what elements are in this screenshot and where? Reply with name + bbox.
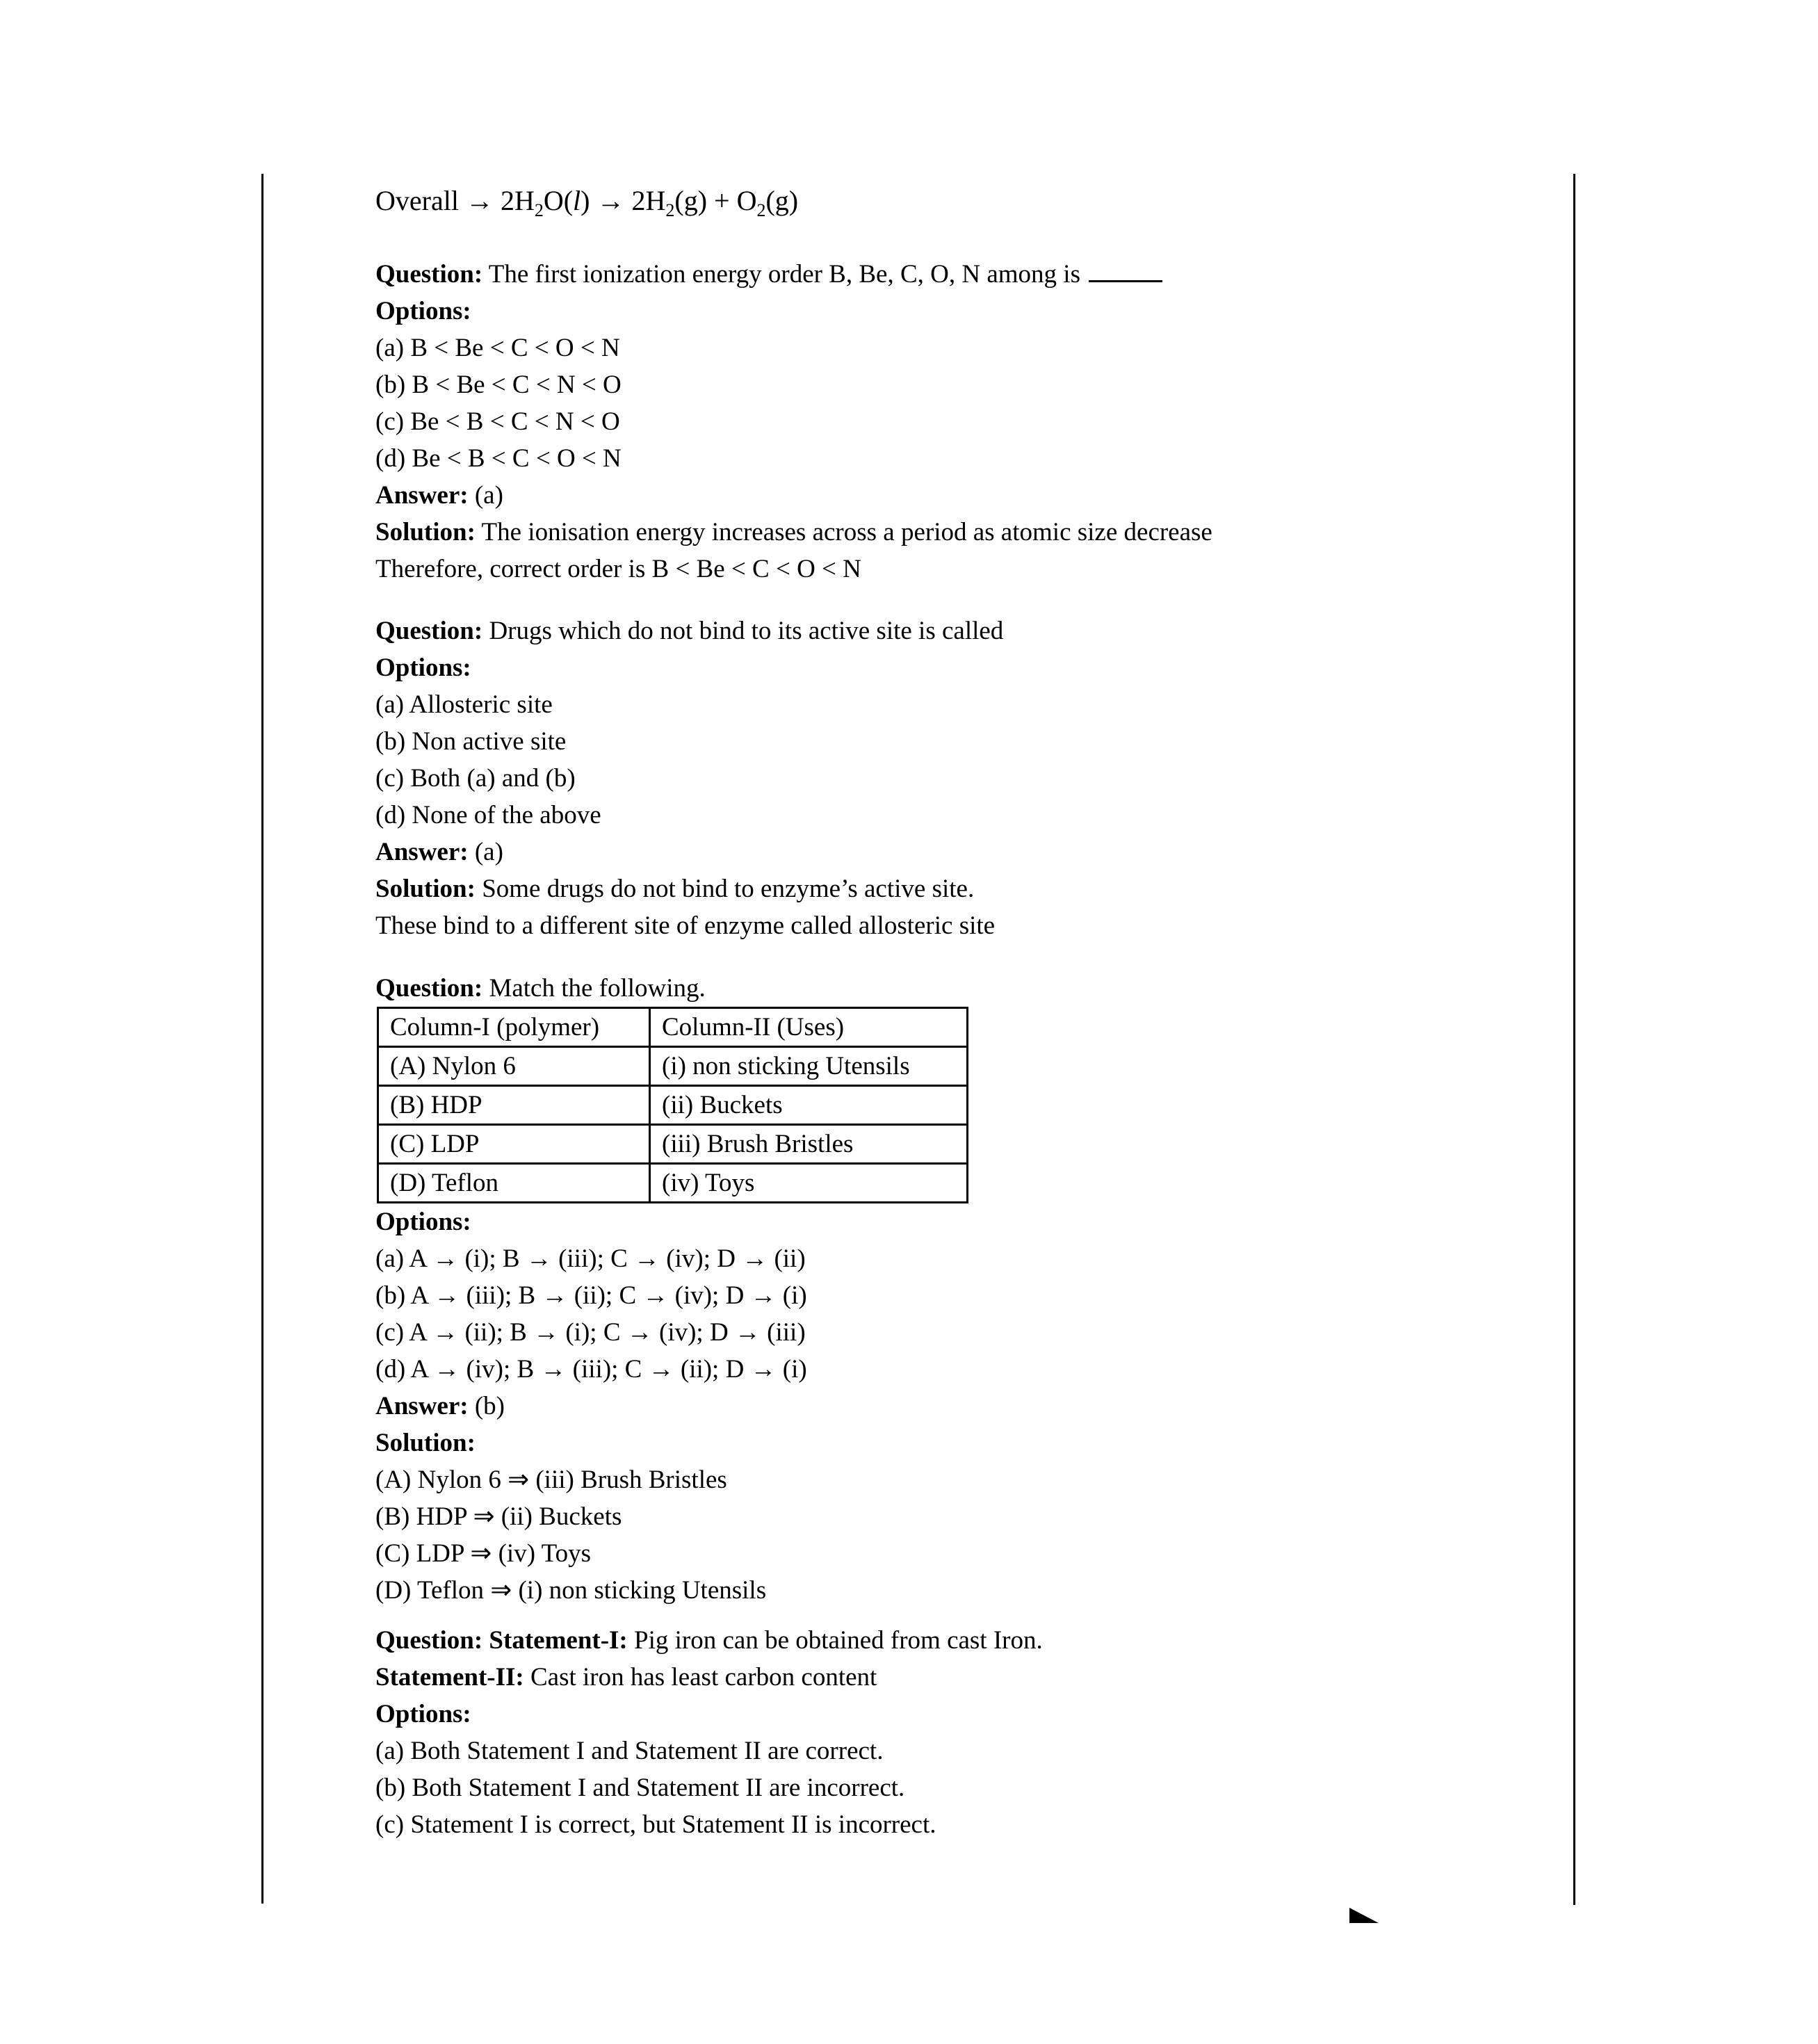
solution-line	[375, 514, 1212, 551]
table-cell: (iv) Toys	[650, 1164, 968, 1203]
option-c: (c) Statement I is correct, but Statement II is incorrect.	[375, 1810, 936, 1839]
solution-match-b: (B) HDP ⇒ (ii) Buckets	[375, 1502, 622, 1531]
question-block-3	[375, 970, 968, 1609]
answer-line	[375, 1388, 968, 1425]
option-c: (c) A → (ii); B → (i); C → (iv); D → (iii)	[375, 1318, 806, 1347]
right-margin-rule	[1573, 174, 1575, 1905]
answer-label: Answer:	[375, 481, 469, 510]
statement2-label: Statement-II:	[375, 1663, 524, 1692]
question-label: Question:	[375, 260, 483, 289]
solution-label: Solution:	[375, 518, 476, 546]
question-line	[375, 256, 1212, 293]
question-block-2	[375, 613, 1003, 944]
options-label: Options:	[375, 1208, 471, 1236]
table-cell: (D) Teflon	[378, 1164, 650, 1203]
option-d: (d) A → (iv); B → (iii); C → (ii); D → (i)	[375, 1355, 807, 1384]
option-c: (c) Both (a) and (b)	[375, 764, 576, 793]
table-header-row	[378, 1008, 968, 1047]
options-label: Options:	[375, 297, 471, 325]
table-row	[378, 1047, 968, 1086]
solution-line-2: Therefore, correct order is B < Be < C < O < N	[375, 555, 861, 583]
table-cell: (i) non sticking Utensils	[650, 1047, 968, 1086]
option-a: (a) Both Statement I and Statement II are correct.	[375, 1737, 884, 1765]
option-a: (a) Allosteric site	[375, 690, 553, 719]
solution-match-d: (D) Teflon ⇒ (i) non sticking Utensils	[375, 1576, 767, 1605]
options-label: Options:	[375, 654, 471, 682]
subscript: 2	[665, 200, 675, 220]
question-block-4	[375, 1622, 1043, 1843]
option-a: (a) B < Be < C < O < N	[375, 334, 620, 362]
statement1-text: Pig iron can be obtained from cast Iron.	[634, 1626, 1043, 1655]
table-row	[378, 1086, 968, 1125]
table-cell: (A) Nylon 6	[378, 1047, 650, 1086]
table-cell: (C) LDP	[378, 1125, 650, 1164]
question-text: The first ionization energy order B, Be, C, O, N among is	[488, 260, 1080, 289]
statement2-line	[375, 1659, 1043, 1696]
answer-label: Answer:	[375, 1392, 469, 1420]
solution-text: Some drugs do not bind to enzyme’s active site.	[482, 875, 975, 903]
italic-l: l	[573, 185, 581, 216]
answer-line	[375, 834, 1003, 870]
option-b: (b) A → (iii); B → (ii); C → (iv); D → (i)	[375, 1281, 807, 1310]
subscript: 2	[756, 200, 766, 220]
question-label: Question:	[375, 617, 483, 645]
answer-value: (b)	[474, 1392, 505, 1420]
answer-value: (a)	[474, 481, 503, 510]
solution-text: The ionisation energy increases across a period as atomic size decrease	[481, 518, 1212, 546]
option-b: (b) Non active site	[375, 727, 567, 756]
subscript: 2	[534, 200, 544, 220]
solution-line	[375, 870, 1003, 907]
table-cell: (ii) Buckets	[650, 1086, 968, 1125]
table-cell: (B) HDP	[378, 1086, 650, 1125]
mouse-cursor-artifact	[1349, 1908, 1379, 1923]
question-text: Match the following.	[489, 974, 706, 1003]
question-line	[375, 613, 1003, 649]
table-header-column-1: Column-I (polymer)	[378, 1008, 650, 1047]
chemical-equation: Overall → $2H_2O(l) \to 2H_2(g) + O_2(g)$	[375, 185, 799, 220]
table-cell: (iii) Brush Bristles	[650, 1125, 968, 1164]
option-d: (d) None of the above	[375, 801, 601, 829]
question-label: Question:	[375, 974, 483, 1003]
solution-line-2: These bind to a different site of enzyme called allosteric site	[375, 911, 996, 940]
question-block-1	[375, 256, 1212, 587]
equation-text: Overall → 2H	[375, 185, 535, 216]
match-table	[377, 1007, 968, 1203]
option-b: (b) B < Be < C < N < O	[375, 371, 622, 399]
table-header-column-2: Column-II (Uses)	[650, 1008, 968, 1047]
solution-match-a: (A) Nylon 6 ⇒ (iii) Brush Bristles	[375, 1466, 727, 1494]
option-c: (c) Be < B < C < N < O	[375, 407, 620, 436]
answer-value: (a)	[474, 838, 503, 866]
answer-blank-line	[1089, 277, 1162, 282]
solution-label: Solution:	[375, 875, 476, 903]
question-text: Drugs which do not bind to its active site is called	[489, 617, 1004, 645]
table-row	[378, 1125, 968, 1164]
option-b: (b) Both Statement I and Statement II are incorrect.	[375, 1774, 905, 1802]
question-statement1-label: Question: Statement-I:	[375, 1626, 628, 1655]
left-margin-rule	[261, 174, 263, 1904]
question-line	[375, 1622, 1043, 1659]
answer-line	[375, 477, 1212, 514]
solution-label: Solution:	[375, 1429, 476, 1457]
option-d: (d) Be < B < C < O < N	[375, 444, 622, 473]
options-label: Options:	[375, 1700, 471, 1728]
table-row	[378, 1164, 968, 1203]
solution-match-c: (C) LDP ⇒ (iv) Toys	[375, 1539, 592, 1568]
answer-label: Answer:	[375, 838, 469, 866]
statement2-text: Cast iron has least carbon content	[530, 1663, 877, 1692]
question-line	[375, 970, 968, 1007]
option-a: (a) A → (i); B → (iii); C → (iv); D → (ii)	[375, 1244, 806, 1273]
